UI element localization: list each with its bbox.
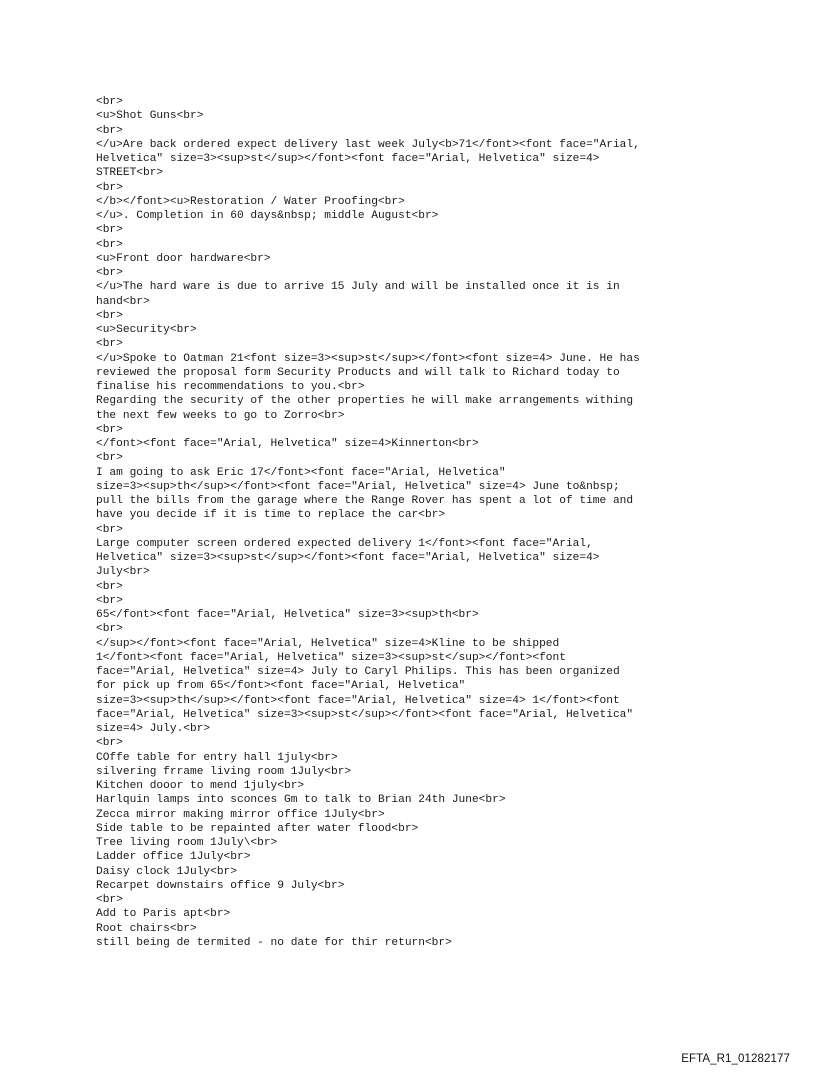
document-line: <br> xyxy=(96,623,123,636)
document-line: Kitchen dooor to mend 1july<br> xyxy=(96,780,305,792)
document-line: Helvetica" size=3><sup>st</sup></font><font face="Arial, Helvetica" size=4> xyxy=(96,153,600,165)
document-line: <br> xyxy=(96,452,123,465)
document-line: <br> xyxy=(96,309,123,322)
document-line: the next few weeks to go to Zorro<br> xyxy=(96,409,345,422)
document-line: size=3><sup>th</sup></font><font face="Arial, Helvetica" size=4> 1</font><font xyxy=(96,694,620,707)
document-line: </u>Are back ordered expect delivery last week July<b>71</font><font face="Arial, xyxy=(96,138,640,151)
document-line: <br> xyxy=(96,523,123,536)
document-line: </u>. Completion in 60 days&nbsp; middle August<br> xyxy=(96,210,439,222)
document-line: 1</font><font face="Arial, Helvetica" size=3><sup>st</sup></font><font xyxy=(96,651,566,664)
document-line: have you decide if it is time to replace the car<br> xyxy=(96,509,446,522)
document-line: <br> xyxy=(96,894,123,906)
document-line: </u>Spoke to Oatman 21<font size=3><sup>st</sup></font><font size=4> June. He has xyxy=(96,352,640,365)
document-id-stamp: EFTA_R1_01282177 xyxy=(681,1053,790,1065)
document-line: <br> xyxy=(96,224,123,237)
document-line: size=3><sup>th</sup></font><font face="Arial, Helvetica" size=4> June to&nbsp; xyxy=(96,480,620,493)
document-line: reviewed the proposal form Security Products and will talk to Richard today to xyxy=(96,366,620,379)
document-line: <br> xyxy=(96,96,123,108)
document-line: pull the bills from the garage where the Range Rover has spent a lot of time and xyxy=(96,495,634,507)
document-line: <br> xyxy=(96,594,123,607)
document-line: hand<br> xyxy=(96,295,150,308)
document-line: <br> xyxy=(96,338,123,351)
document-line: Ladder office 1July<br> xyxy=(96,851,251,864)
document-body xyxy=(96,95,756,950)
document-line: Add to Paris apt<br> xyxy=(96,908,231,921)
document-line: <br> xyxy=(96,423,123,436)
document-line: Helvetica" size=3><sup>st</sup></font><font face="Arial, Helvetica" size=4> xyxy=(96,552,600,564)
document-line: STREET<br> xyxy=(96,167,164,180)
document-line: I am going to ask Eric 17</font><font face="Arial, Helvetica" xyxy=(96,466,506,479)
document-line: <br> xyxy=(96,580,123,593)
document-line: <br> xyxy=(96,124,123,137)
document-line: </b></font><u>Restoration / Water Proofing<br> xyxy=(96,195,405,208)
document-line: <br> xyxy=(96,267,123,279)
document-line: Root chairs<br> xyxy=(96,922,197,935)
document-line: July<br> xyxy=(96,566,150,579)
document-line: silvering frrame living room 1July<br> xyxy=(96,765,352,778)
document-line: still being de termited - no date for thir return<br> xyxy=(96,936,452,949)
document-line: <u>Front door hardware<br> xyxy=(96,252,271,265)
document-line: </u>The hard ware is due to arrive 15 July and will be installed once it is in xyxy=(96,281,620,294)
document-line: Tree living room 1July\<br> xyxy=(96,837,278,849)
document-line: size=4> July.<br> xyxy=(96,723,211,735)
document-line: <u>Shot Guns<br> xyxy=(96,110,204,123)
document-line: 65</font><font face="Arial, Helvetica" size=3><sup>th<br> xyxy=(96,609,479,621)
document-line: Large computer screen ordered expected delivery 1</font><font face="Arial, xyxy=(96,537,593,550)
document-line: face="Arial, Helvetica" size=4> July to Caryl Philips. This has been organized xyxy=(96,666,620,678)
document-line: Side table to be repainted after water flood<br> xyxy=(96,822,419,835)
document-line: Zecca mirror making mirror office 1July<br> xyxy=(96,808,385,821)
document-line: COffe table for entry hall 1july<br> xyxy=(96,751,338,764)
document-line: <br> xyxy=(96,181,123,194)
document-line: finalise his recommendations to you.<br> xyxy=(96,381,365,393)
document-line: </sup></font><font face="Arial, Helvetica" size=4>Kline to be shipped xyxy=(96,637,560,650)
document-line: <br> xyxy=(96,238,123,251)
document-line: for pick up from 65</font><font face="Arial, Helvetica" xyxy=(96,680,466,693)
document-line: Recarpet downstairs office 9 July<br> xyxy=(96,879,345,892)
document-line: Regarding the security of the other properties he will make arrangements withing xyxy=(96,395,634,408)
document-line: <br> xyxy=(96,737,123,750)
document-line: </font><font face="Arial, Helvetica" size=4>Kinnerton<br> xyxy=(96,438,479,450)
document-line: face="Arial, Helvetica" size=3><sup>st</sup></font><font face="Arial, Helvetica" xyxy=(96,708,634,721)
document-line: <u>Security<br> xyxy=(96,324,197,336)
document-line: Daisy clock 1July<br> xyxy=(96,865,237,878)
document-line: Harlquin lamps into sconces Gm to talk to Brian 24th June<br> xyxy=(96,794,506,807)
